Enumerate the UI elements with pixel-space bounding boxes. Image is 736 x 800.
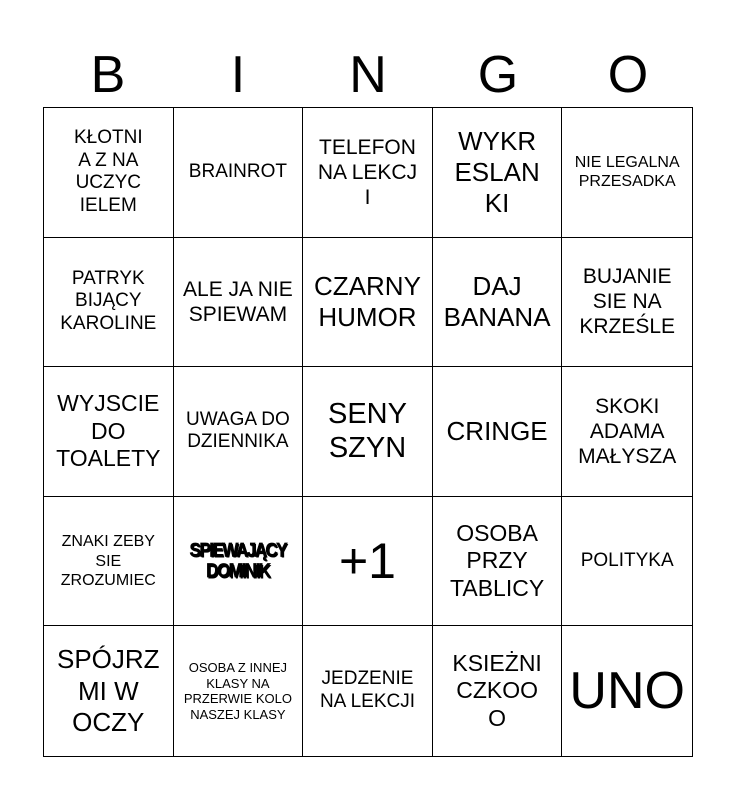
bingo-cell[interactable] — [303, 108, 433, 238]
cell-text: UNO — [569, 662, 685, 720]
bingo-cell[interactable] — [44, 238, 174, 368]
bingo-cell[interactable] — [174, 238, 304, 368]
cell-text: BRAINROT — [188, 160, 287, 182]
cell-text: CRINGE — [446, 415, 548, 446]
bingo-cell[interactable] — [562, 626, 692, 756]
bingo-cell[interactable] — [303, 497, 433, 627]
cell-text: +1 — [338, 533, 396, 590]
cell-text: UWAGA DO DZIENNIKA — [185, 408, 290, 453]
cell-text: NIE LEGALNA PRZESADKA — [574, 154, 680, 191]
bingo-cell-logo[interactable] — [174, 497, 304, 627]
bingo-cell[interactable] — [44, 108, 174, 238]
bingo-cell[interactable] — [44, 367, 174, 497]
bingo-cell[interactable] — [433, 108, 563, 238]
bingo-cell[interactable] — [44, 626, 174, 756]
bingo-cell[interactable] — [303, 626, 433, 756]
bingo-cell[interactable] — [44, 497, 174, 627]
header-letter-i: I — [230, 46, 246, 104]
bingo-cell[interactable] — [562, 367, 692, 497]
cell-text: JEDZENIE NA LEKCJI — [319, 668, 415, 713]
cell-text: KŁOTNIA Z NAUCZYCIELEM — [73, 126, 143, 217]
header-letter-o: O — [607, 46, 649, 104]
bingo-cell[interactable] — [303, 367, 433, 497]
cell-text: PATRYK BIJĄCY KAROLINE — [60, 267, 157, 335]
bingo-cell[interactable] — [433, 497, 563, 627]
bingo-cell[interactable] — [433, 626, 563, 756]
logo-text: SPIEWAJĄCY DOMINIK — [189, 539, 287, 582]
cell-text: OSOBA Z INNEJ KLASY NA PRZERWIE KOLO NASZEJ KLASY — [183, 660, 292, 722]
cell-text: WYKRESLANKI — [454, 125, 540, 218]
cell-text: ZNAKI ZEBY SIE ZROZUMIEC — [60, 533, 156, 589]
cell-text: TELEFON NA LEKCJI — [317, 135, 418, 209]
bingo-cell[interactable] — [433, 238, 563, 368]
cell-text: WYJSCIE DO TOALETY — [56, 390, 161, 472]
header-letter-n: N — [349, 46, 387, 104]
cell-text: ALE JA NIE SPIEWAM — [183, 277, 293, 326]
cell-text: DAJ BANANA — [443, 270, 551, 332]
cell-text: SPÓJRZ MI W OCZY — [57, 644, 160, 737]
bingo-grid — [43, 107, 693, 757]
cell-text: SENYSZYN — [327, 397, 407, 465]
cell-text: SKOKI ADAMA MAŁYSZA — [578, 394, 677, 469]
cell-text: POLITYKA — [580, 549, 674, 571]
cell-text: BUJANIE SIE NA KRZEŚLE — [579, 265, 676, 339]
bingo-cell[interactable] — [562, 497, 692, 627]
bingo-cell[interactable] — [562, 108, 692, 238]
header-letter-b: B — [90, 46, 126, 104]
bingo-cell[interactable] — [303, 238, 433, 368]
cell-text: KSIEŻNICZKOOO — [452, 649, 542, 731]
bingo-cell[interactable] — [174, 367, 304, 497]
bingo-header — [43, 42, 693, 108]
bingo-cell[interactable] — [174, 108, 304, 238]
cell-text: CZARNY HUMOR — [314, 270, 421, 332]
bingo-cell[interactable] — [562, 238, 692, 368]
cell-text: OSOBA PRZY TABLICY — [450, 519, 545, 601]
bingo-cell[interactable] — [174, 626, 304, 756]
header-letter-g: G — [477, 46, 519, 104]
bingo-cell[interactable] — [433, 367, 563, 497]
